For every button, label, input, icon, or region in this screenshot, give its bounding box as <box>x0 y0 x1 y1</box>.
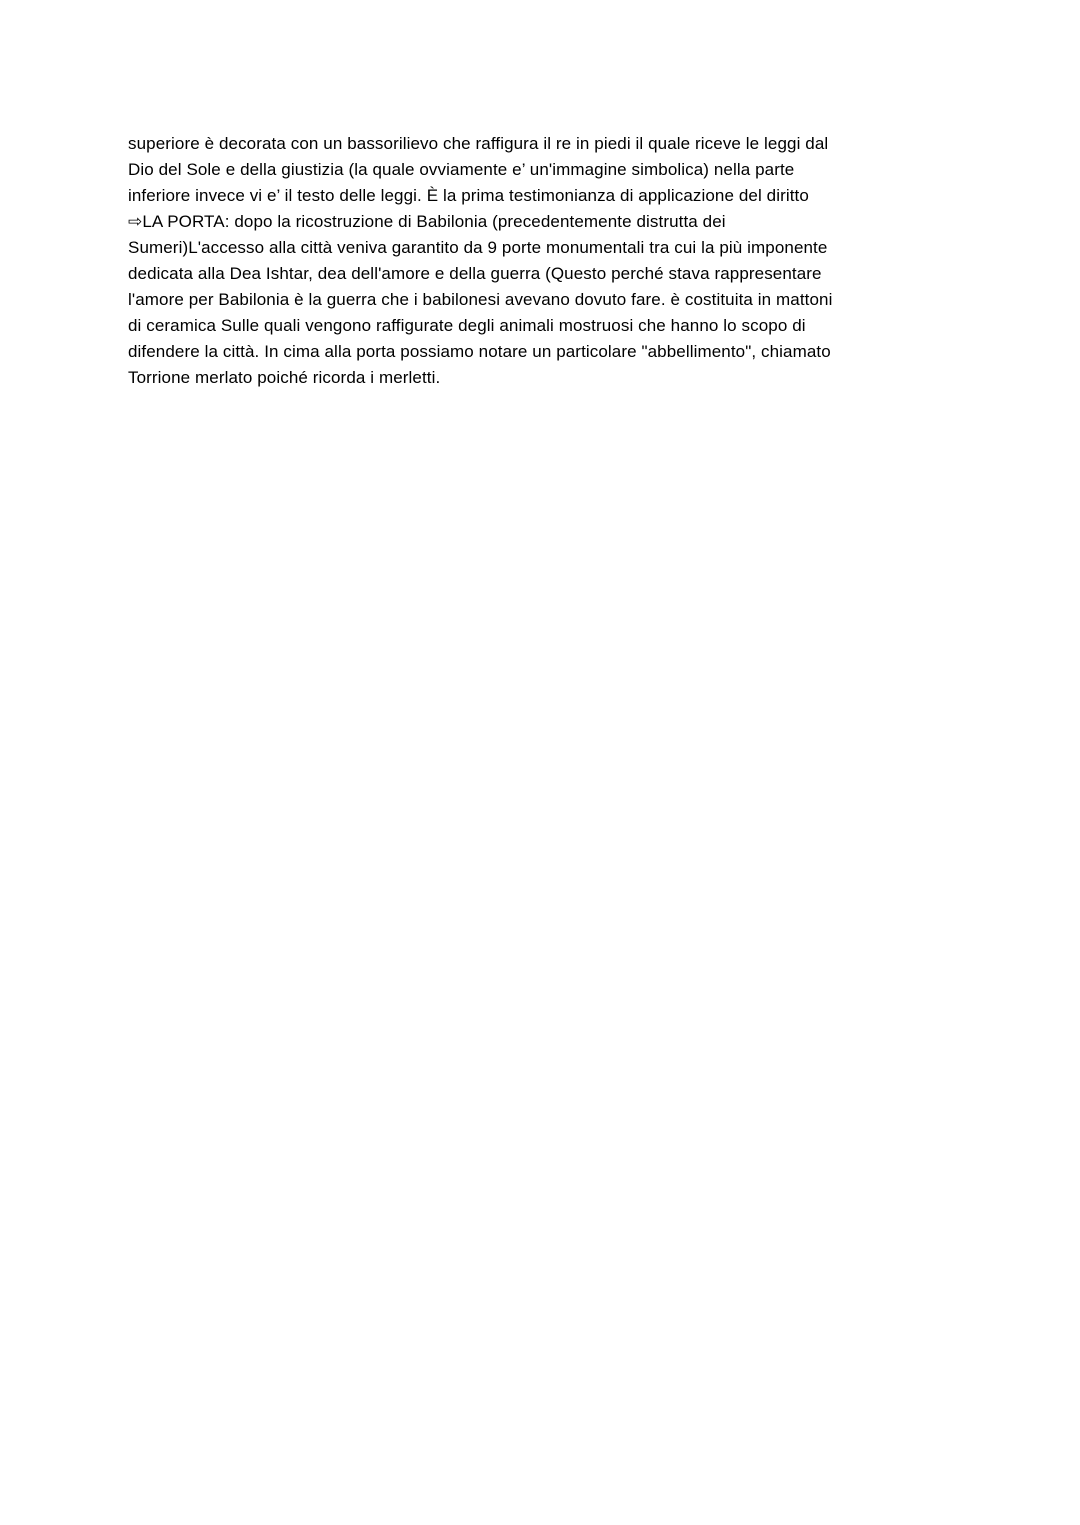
text-line: Sumeri)L'accesso alla città veniva garantito da 9 porte monumentali tra cui la più imponente <box>128 238 828 257</box>
text-line: dedicata alla Dea Ishtar, dea dell'amore e della guerra (Questo perché stava rappresentare <box>128 264 822 283</box>
text-line: Dio del Sole e della giustizia (la quale ovviamente e’ un'immagine simbolica) nella parte <box>128 160 795 179</box>
text-line: difendere la città. In cima alla porta possiamo notare un particolare "abbellimento", chiamato <box>128 342 831 361</box>
text-line: inferiore invece vi e’ il testo delle leggi. È la prima testimonianza di applicazione del diritto <box>128 186 809 205</box>
text-line: Torrione merlato poiché ricorda i merletti. <box>128 368 441 387</box>
text-line: di ceramica Sulle quali vengono raffigurate degli animali mostruosi che hanno lo scopo di <box>128 316 806 335</box>
text-line: superiore è decorata con un bassorilievo che raffigura il re in piedi il quale riceve le leggi dal <box>128 134 829 153</box>
text-line: ⇨LA PORTA: dopo la ricostruzione di Babilonia (precedentemente distrutta dei <box>128 212 726 231</box>
paragraph <box>128 131 968 391</box>
text-line: l'amore per Babilonia è la guerra che i babilonesi avevano dovuto fare. è costituita in mattoni <box>128 290 833 309</box>
